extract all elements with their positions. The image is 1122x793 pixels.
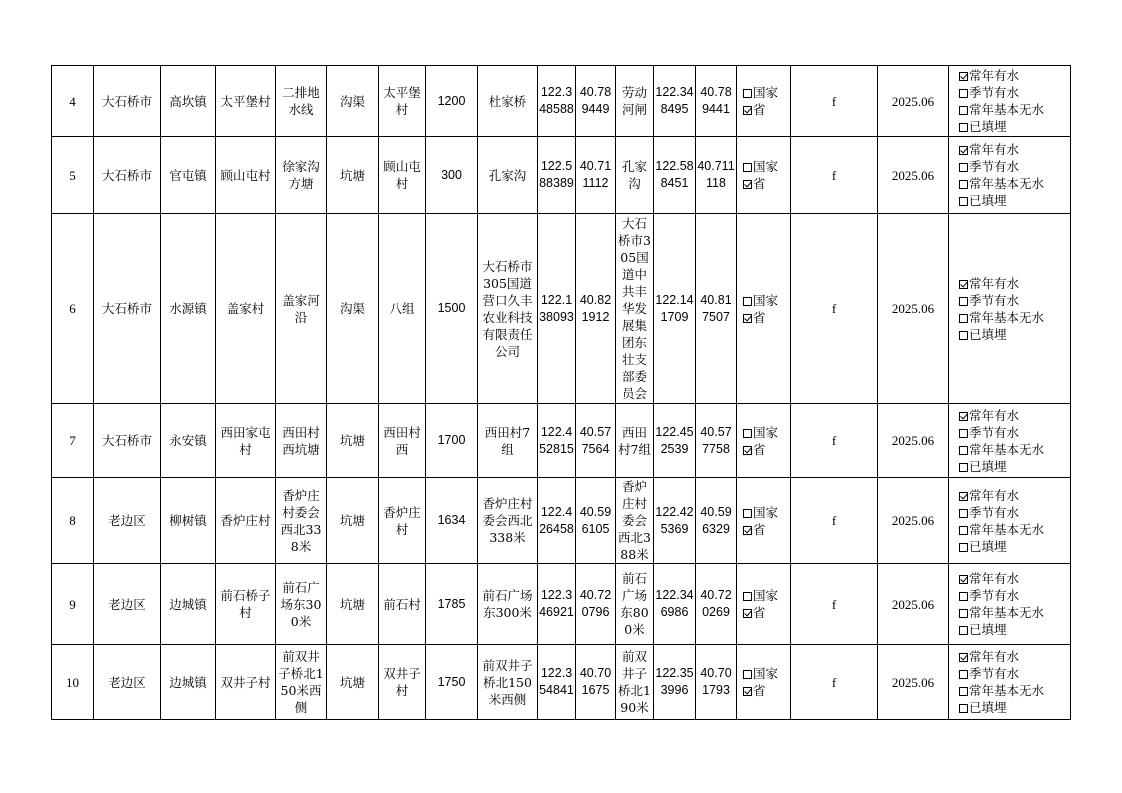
table-row [52, 214, 1071, 404]
f-cell: f [791, 564, 878, 645]
water-status-label: 常年基本无水 [969, 521, 1045, 537]
unchecked-box-icon[interactable] [959, 626, 968, 635]
water-body-name-cell: 前石广场东300米 [276, 564, 327, 645]
f-cell: f [791, 404, 878, 478]
downstream-latitude-cell: 40.817507 [696, 214, 737, 404]
table-row [52, 478, 1071, 564]
water-status-cell [949, 564, 1071, 645]
water-status-label: 已填埋 [969, 326, 1007, 342]
location-cell: 前石村 [379, 564, 426, 645]
water-status-option[interactable] [959, 604, 1069, 621]
water-body-table [51, 65, 1071, 720]
city-cell: 老边区 [94, 478, 161, 564]
water-status-cell [949, 214, 1071, 404]
date-cell: 2025.06 [878, 137, 949, 214]
upstream-latitude-cell: 40.720796 [576, 564, 616, 645]
checked-box-icon[interactable] [743, 314, 752, 323]
downstream-name-cell: 西田村7组 [616, 404, 654, 478]
unchecked-box-icon[interactable] [959, 197, 968, 206]
level-checkbox-cell [737, 478, 791, 564]
water-body-type-cell: 坑塘 [327, 478, 379, 564]
date-cell: 2025.06 [878, 404, 949, 478]
upstream-latitude-cell: 40.596105 [576, 478, 616, 564]
water-body-type-cell: 沟渠 [327, 214, 379, 404]
level-checkbox-cell [737, 645, 791, 720]
water-body-type-cell: 坑塘 [327, 404, 379, 478]
unchecked-box-icon[interactable] [743, 670, 752, 679]
water-status-label: 常年基本无水 [969, 309, 1045, 325]
level-national-option[interactable] [743, 587, 789, 604]
downstream-latitude-cell: 40.711118 [696, 137, 737, 214]
downstream-latitude-cell: 40.577758 [696, 404, 737, 478]
level-province-label: 省 [753, 605, 766, 620]
water-status-label: 常年有水 [969, 275, 1020, 291]
area-cell: 1200 [426, 66, 478, 137]
water-status-label: 常年基本无水 [969, 605, 1045, 620]
upstream-longitude-cell: 122.138093 [538, 214, 576, 404]
downstream-longitude-cell: 122.141709 [654, 214, 696, 404]
water-body-type-cell: 坑塘 [327, 645, 379, 720]
water-body-name-cell: 西田村西坑塘 [276, 404, 327, 478]
water-body-name-cell: 二排地水线 [276, 66, 327, 137]
area-cell: 1750 [426, 645, 478, 720]
upstream-longitude-cell: 122.348588 [538, 66, 576, 137]
date-cell: 2025.06 [878, 214, 949, 404]
upstream-latitude-cell: 40.711112 [576, 137, 616, 214]
water-status-label: 已填埋 [969, 458, 1007, 474]
level-national-option[interactable] [743, 665, 789, 682]
location-cell: 双井子村 [379, 645, 426, 720]
location-cell: 太平堡村 [379, 66, 426, 137]
water-status-label: 常年有水 [969, 142, 1020, 157]
area-cell: 1634 [426, 478, 478, 564]
unchecked-box-icon[interactable] [743, 592, 752, 601]
water-status-label: 已填埋 [969, 622, 1007, 637]
row-number: 4 [52, 66, 94, 137]
row-number: 6 [52, 214, 94, 404]
level-national-option[interactable] [743, 424, 789, 441]
unchecked-box-icon[interactable] [959, 297, 968, 306]
checked-box-icon[interactable] [743, 180, 752, 189]
f-cell: f [791, 66, 878, 137]
level-national-option[interactable] [743, 292, 789, 309]
table-row [52, 137, 1071, 214]
water-status-cell [949, 404, 1071, 478]
level-national-label: 国家 [753, 424, 779, 440]
location-cell: 八组 [379, 214, 426, 404]
water-status-label: 季节有水 [969, 666, 1020, 681]
town-cell: 高坎镇 [161, 66, 216, 137]
downstream-name-cell: 大石桥市305国道中共丰华发展集团东壮支部委员会 [616, 214, 654, 404]
table-row [52, 645, 1071, 720]
water-body-type-cell: 坑塘 [327, 564, 379, 645]
village-cell: 前石桥子村 [216, 564, 276, 645]
downstream-latitude-cell: 40.596329 [696, 478, 737, 564]
table-body [52, 66, 1071, 720]
upstream-longitude-cell: 122.426458 [538, 478, 576, 564]
checked-box-icon[interactable] [743, 526, 752, 535]
water-status-option[interactable] [959, 665, 1069, 682]
unchecked-box-icon[interactable] [743, 429, 752, 438]
table-row [52, 564, 1071, 645]
date-cell: 2025.06 [878, 564, 949, 645]
downstream-longitude-cell: 122.353996 [654, 645, 696, 720]
downstream-name-cell: 孔家沟 [616, 137, 654, 214]
checked-box-icon[interactable] [743, 609, 752, 618]
upstream-name-cell: 香炉庄村委会西北338米 [478, 478, 538, 564]
checked-box-icon[interactable] [959, 492, 968, 501]
date-cell: 2025.06 [878, 66, 949, 137]
downstream-name-cell: 前石广场东800米 [616, 564, 654, 645]
level-province-label: 省 [753, 441, 766, 457]
level-province-option[interactable] [743, 101, 789, 118]
downstream-longitude-cell: 122.348495 [654, 66, 696, 137]
upstream-latitude-cell: 40.701675 [576, 645, 616, 720]
water-status-label: 常年基本无水 [969, 441, 1045, 457]
water-status-option[interactable] [959, 118, 1069, 135]
water-status-option[interactable] [959, 458, 1069, 475]
downstream-longitude-cell: 122.452539 [654, 404, 696, 478]
city-cell: 老边区 [94, 645, 161, 720]
level-national-label: 国家 [753, 588, 779, 603]
water-status-option[interactable] [959, 648, 1069, 665]
unchecked-box-icon[interactable] [743, 297, 752, 306]
upstream-name-cell: 前石广场东300米 [478, 564, 538, 645]
upstream-longitude-cell: 122.588389 [538, 137, 576, 214]
water-status-label: 已填埋 [969, 119, 1007, 134]
unchecked-box-icon[interactable] [959, 704, 968, 713]
level-province-label: 省 [753, 102, 766, 117]
water-status-label: 常年有水 [969, 571, 1020, 586]
water-status-label: 季节有水 [969, 588, 1020, 603]
water-status-option[interactable] [959, 441, 1069, 458]
level-national-option[interactable] [743, 158, 789, 175]
row-number: 7 [52, 404, 94, 478]
checked-box-icon[interactable] [959, 280, 968, 289]
town-cell: 官屯镇 [161, 137, 216, 214]
unchecked-box-icon[interactable] [959, 463, 968, 472]
unchecked-box-icon[interactable] [959, 526, 968, 535]
town-cell: 柳树镇 [161, 478, 216, 564]
upstream-name-cell: 前双井子桥北150米西侧 [478, 645, 538, 720]
downstream-name-cell: 前双井子桥北190米 [616, 645, 654, 720]
water-status-option[interactable] [959, 141, 1069, 158]
date-cell: 2025.06 [878, 478, 949, 564]
checked-box-icon[interactable] [743, 446, 752, 455]
city-cell: 大石桥市 [94, 66, 161, 137]
level-province-option[interactable] [743, 521, 789, 538]
unchecked-box-icon[interactable] [959, 89, 968, 98]
water-status-label: 常年基本无水 [969, 683, 1045, 698]
water-status-label: 已填埋 [969, 700, 1007, 715]
level-province-label: 省 [753, 521, 766, 537]
level-national-label: 国家 [753, 85, 779, 100]
village-cell: 香炉庄村 [216, 478, 276, 564]
row-number: 10 [52, 645, 94, 720]
water-status-option[interactable] [959, 682, 1069, 699]
water-status-option[interactable] [959, 67, 1069, 84]
water-status-option[interactable] [959, 621, 1069, 638]
upstream-name-cell: 大石桥市305国道营口久丰农业科技有限责任公司 [478, 214, 538, 404]
water-body-name-cell: 香炉庄村委会西北338米 [276, 478, 327, 564]
row-number: 5 [52, 137, 94, 214]
town-cell: 边城镇 [161, 564, 216, 645]
village-cell: 双井子村 [216, 645, 276, 720]
unchecked-box-icon[interactable] [959, 446, 968, 455]
unchecked-box-icon[interactable] [743, 509, 752, 518]
unchecked-box-icon[interactable] [959, 429, 968, 438]
downstream-longitude-cell: 122.588451 [654, 137, 696, 214]
water-status-label: 已填埋 [969, 538, 1007, 554]
water-status-label: 已填埋 [969, 193, 1007, 208]
unchecked-box-icon[interactable] [959, 314, 968, 323]
village-cell: 盖家村 [216, 214, 276, 404]
water-status-option[interactable] [959, 587, 1069, 604]
city-cell: 大石桥市 [94, 214, 161, 404]
upstream-name-cell: 杜家桥 [478, 66, 538, 137]
water-status-option[interactable] [959, 424, 1069, 441]
upstream-longitude-cell: 122.452815 [538, 404, 576, 478]
water-status-cell [949, 66, 1071, 137]
water-body-type-cell: 沟渠 [327, 66, 379, 137]
unchecked-box-icon[interactable] [959, 331, 968, 340]
upstream-name-cell: 西田村7组 [478, 404, 538, 478]
town-cell: 永安镇 [161, 404, 216, 478]
level-national-label: 国家 [753, 504, 779, 520]
downstream-latitude-cell: 40.701793 [696, 645, 737, 720]
water-status-label: 季节有水 [969, 424, 1020, 440]
water-status-option[interactable] [959, 487, 1069, 504]
water-status-option[interactable] [959, 538, 1069, 555]
city-cell: 大石桥市 [94, 137, 161, 214]
area-cell: 1785 [426, 564, 478, 645]
level-national-label: 国家 [753, 159, 779, 174]
water-status-cell [949, 645, 1071, 720]
water-status-option[interactable] [959, 504, 1069, 521]
row-number: 9 [52, 564, 94, 645]
unchecked-box-icon[interactable] [959, 163, 968, 172]
downstream-longitude-cell: 122.346986 [654, 564, 696, 645]
water-status-option[interactable] [959, 192, 1069, 209]
water-status-option[interactable] [959, 699, 1069, 716]
row-number: 8 [52, 478, 94, 564]
table-row [52, 404, 1071, 478]
city-cell: 大石桥市 [94, 404, 161, 478]
unchecked-box-icon[interactable] [959, 123, 968, 132]
f-cell: f [791, 137, 878, 214]
f-cell: f [791, 645, 878, 720]
level-national-label: 国家 [753, 666, 779, 681]
water-status-label: 季节有水 [969, 504, 1020, 520]
table-row [52, 66, 1071, 137]
upstream-longitude-cell: 122.354841 [538, 645, 576, 720]
level-national-label: 国家 [753, 292, 779, 308]
upstream-latitude-cell: 40.577564 [576, 404, 616, 478]
water-status-label: 季节有水 [969, 85, 1020, 100]
checked-box-icon[interactable] [743, 106, 752, 115]
area-cell: 1500 [426, 214, 478, 404]
water-status-option[interactable] [959, 175, 1069, 192]
water-status-label: 常年基本无水 [969, 102, 1045, 117]
unchecked-box-icon[interactable] [959, 592, 968, 601]
level-checkbox-cell [737, 404, 791, 478]
date-cell: 2025.06 [878, 645, 949, 720]
unchecked-box-icon[interactable] [959, 180, 968, 189]
location-cell: 西田村西 [379, 404, 426, 478]
downstream-name-cell: 劳动河闸 [616, 66, 654, 137]
checked-box-icon[interactable] [959, 146, 968, 155]
town-cell: 水源镇 [161, 214, 216, 404]
location-cell: 顾山屯村 [379, 137, 426, 214]
water-status-option[interactable] [959, 326, 1069, 343]
water-status-cell [949, 478, 1071, 564]
water-status-label: 常年有水 [969, 68, 1020, 83]
water-status-label: 季节有水 [969, 159, 1020, 174]
downstream-name-cell: 香炉庄村委会西北388米 [616, 478, 654, 564]
water-body-name-cell: 徐家沟方塘 [276, 137, 327, 214]
village-cell: 西田家屯村 [216, 404, 276, 478]
water-status-label: 常年有水 [969, 487, 1020, 503]
level-province-option[interactable] [743, 682, 789, 699]
unchecked-box-icon[interactable] [959, 670, 968, 679]
water-status-option[interactable] [959, 292, 1069, 309]
unchecked-box-icon[interactable] [959, 543, 968, 552]
checked-box-icon[interactable] [959, 653, 968, 662]
water-status-option[interactable] [959, 101, 1069, 118]
water-status-label: 常年有水 [969, 649, 1020, 664]
checked-box-icon[interactable] [959, 412, 968, 421]
f-cell: f [791, 478, 878, 564]
village-cell: 太平堡村 [216, 66, 276, 137]
f-cell: f [791, 214, 878, 404]
water-status-option[interactable] [959, 407, 1069, 424]
location-cell: 香炉庄村 [379, 478, 426, 564]
level-province-label: 省 [753, 309, 766, 325]
water-body-type-cell: 坑塘 [327, 137, 379, 214]
level-national-option[interactable] [743, 504, 789, 521]
level-province-option[interactable] [743, 309, 789, 326]
downstream-latitude-cell: 40.789441 [696, 66, 737, 137]
water-status-option[interactable] [959, 158, 1069, 175]
unchecked-box-icon[interactable] [743, 163, 752, 172]
level-national-option[interactable] [743, 84, 789, 101]
water-status-option[interactable] [959, 570, 1069, 587]
level-checkbox-cell [737, 214, 791, 404]
water-status-option[interactable] [959, 84, 1069, 101]
unchecked-box-icon[interactable] [959, 509, 968, 518]
upstream-name-cell: 孔家沟 [478, 137, 538, 214]
water-body-name-cell: 盖家河沿 [276, 214, 327, 404]
water-status-option[interactable] [959, 275, 1069, 292]
town-cell: 边城镇 [161, 645, 216, 720]
level-checkbox-cell [737, 66, 791, 137]
downstream-longitude-cell: 122.425369 [654, 478, 696, 564]
water-body-name-cell: 前双井子桥北150米西侧 [276, 645, 327, 720]
area-cell: 1700 [426, 404, 478, 478]
level-province-option[interactable] [743, 175, 789, 192]
unchecked-box-icon[interactable] [959, 609, 968, 618]
level-checkbox-cell [737, 137, 791, 214]
unchecked-box-icon[interactable] [743, 89, 752, 98]
level-checkbox-cell [737, 564, 791, 645]
area-cell: 300 [426, 137, 478, 214]
upstream-latitude-cell: 40.821912 [576, 214, 616, 404]
unchecked-box-icon[interactable] [959, 106, 968, 115]
water-status-label: 季节有水 [969, 292, 1020, 308]
water-status-option[interactable] [959, 521, 1069, 538]
upstream-longitude-cell: 122.346921 [538, 564, 576, 645]
upstream-latitude-cell: 40.789449 [576, 66, 616, 137]
water-status-cell [949, 137, 1071, 214]
checked-box-icon[interactable] [743, 687, 752, 696]
checked-box-icon[interactable] [959, 575, 968, 584]
city-cell: 老边区 [94, 564, 161, 645]
unchecked-box-icon[interactable] [959, 687, 968, 696]
level-province-label: 省 [753, 683, 766, 698]
downstream-latitude-cell: 40.720269 [696, 564, 737, 645]
level-province-label: 省 [753, 176, 766, 191]
water-status-label: 常年有水 [969, 407, 1020, 423]
water-status-label: 常年基本无水 [969, 176, 1045, 191]
water-status-option[interactable] [959, 309, 1069, 326]
checked-box-icon[interactable] [959, 72, 968, 81]
village-cell: 顾山屯村 [216, 137, 276, 214]
level-province-option[interactable] [743, 441, 789, 458]
level-province-option[interactable] [743, 604, 789, 621]
